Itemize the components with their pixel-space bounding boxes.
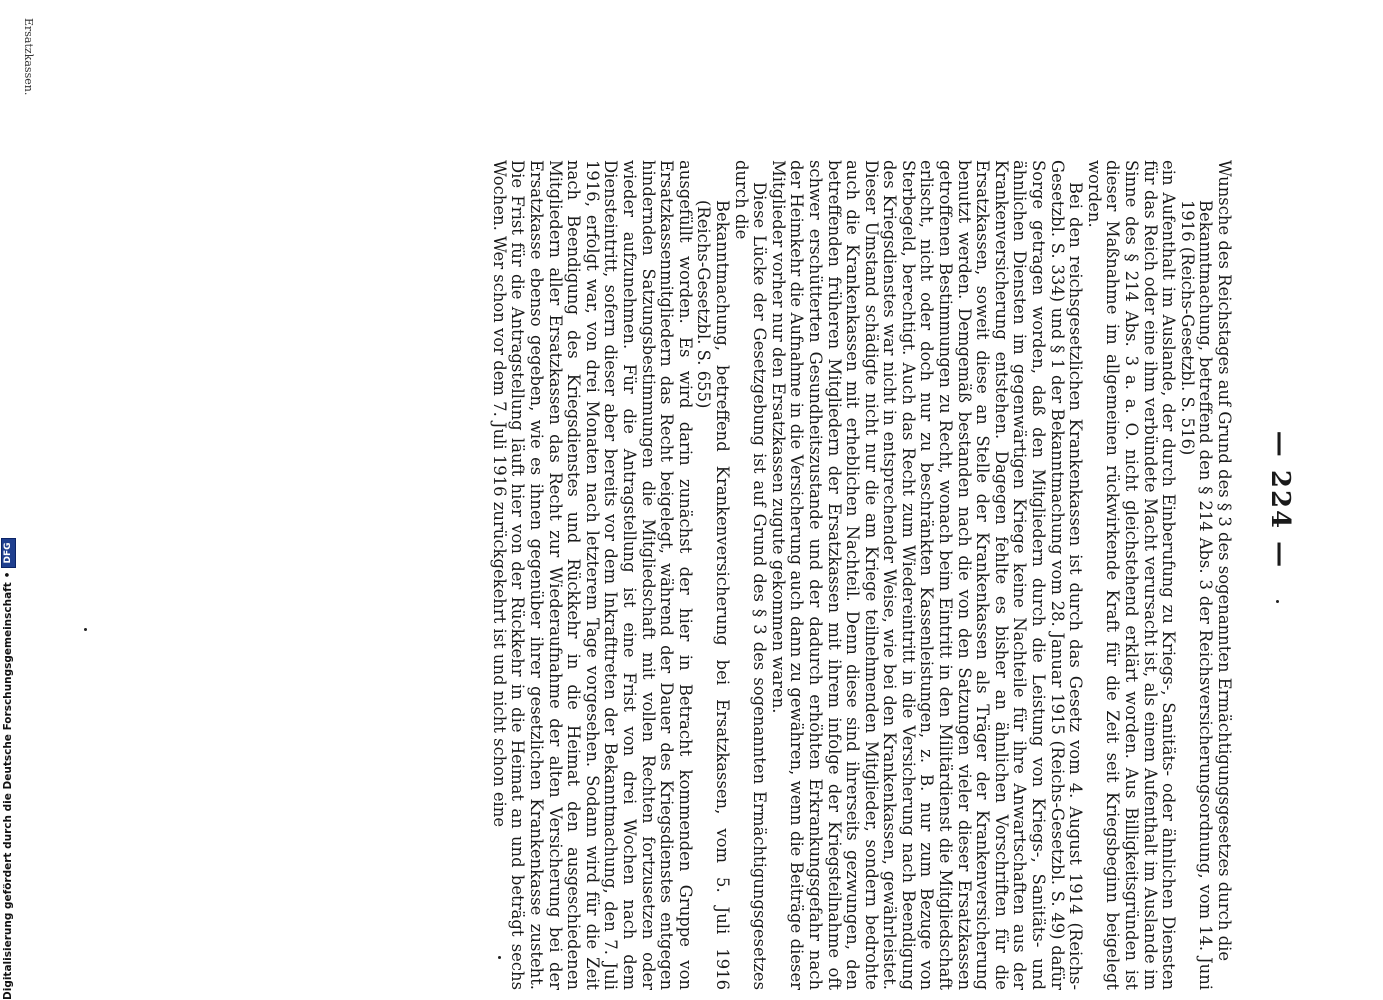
scan-speck: [1276, 600, 1279, 603]
scan-speck: [498, 956, 501, 959]
scan-speck: [84, 628, 87, 631]
credit-text: Digitalisierung gefördert durch die Deutsche Forschungsgemeinschaft: [2, 582, 14, 1000]
paragraph-krankenkassen: Bei den reichsgesetzlichen Krankenkassen ist durch das Gesetz vom 4. August 1914 (Reichs-Gesetzbl. S. 334) und § 1 der Bekanntmachung vom 28. Januar 1915 (Reichs-Gesetzbl. S. 49) dafür Sorge getragen worden, daß den Mitgliedern durch die Leistung von Kriegs-, Sanitäts- und ähnlichen Diensten im gegenwärtigen Kriege keine Nachteile für ihre Anwartschaften aus der Krankenversicherung entstehen. Dagegen fehlte es bisher an ähnlichen Vorschriften für die Ersatzkassen, soweit diese an Stelle der Krankenkassen als Träger der Krankenversicherung benutzt werden. Demgemäß bestanden nach die von den Satzungen vieler dieser Ersatzkassen getroffenen Bestimmungen zu Recht, wonach beim Eintritt in den Militärdienst die Mitgliedschaft erlischt, nicht oder doch nur zu beschränkten Kassenleistungen, z. B. nur zum Bezuge von Sterbegeld, berechtigt. Auch das Recht zum Wiedereintritt in die Versicherung nach Beendigung des Kriegsdienstes war nicht in entsprechender Weise, wie bei den Krankenkassen, gewährleistet. Dieser Umstand schädigte nicht nur die am Kriege teilnehmenden Mitglieder, sondern bedrohte auch die Krankenkassen mit erheblichen Nachteil. Denn diese sind ihrerseits gezwungen, den betreffenden früheren Mitgliedern der Ersatzkassen mit ihrem infolge der Kriegsteilnahme oft schwer erschütterten Gesundheitszustande und der dadurch erhöhten Erkrankungsgefahr nach der Heimkehr die Aufnahme in die Versicherung auch dann zu gewähren, wenn die Beiträge dieser Mitglieder vorher nur den Ersatzkassen zugute gekommen waren.: [768, 160, 1086, 990]
margin-note: Ersatzkassen.: [22, 18, 35, 96]
paragraph-intro: Wunsche des Reichstages auf Grund des § 3 des sogenannten Ermächtigungsgesetzes durch die: [1215, 160, 1234, 962]
document-body: [489, 160, 1233, 990]
paragraph-auslandsaufenthalt: ein Aufenthalt im Auslande, der durch Einberufung zu Kriegs-, Sanitäts- oder ähnlichen Diensten für das Reich oder eine ihm verbündete Macht verursacht ist, als einem Aufenthalt im Auslande im Sinne des § 214 Abs. 3 a. a. O. nicht gleichstehend erklärt worden. Aus Billigkeitsgründen ist dieser Maßnahme im allgemeinen rückwirkende Kraft für die Zeit seit Kriegsbeginn beigelegt worden.: [1084, 160, 1179, 990]
page-number: — 224 —: [1265, 430, 1295, 570]
citation-reichsversicherungsordnung: Bekanntmachung, betreffend den § 214 Abs. 3 der Reichsversicherungsordnung, vom 14. Juni 1916 (Reichs-Gesetzbl. S. 516): [1177, 200, 1216, 990]
rotated-document-page: [3, 0, 1383, 1000]
citation-ersatzkassen: Bekanntmachung, betreffend Krankenversicherung bei Ersatzkassen, vom 5. Juli 1916 (Reichs-Gesetzbl. S. 655): [694, 200, 732, 990]
dfg-logo: DFG: [1, 539, 16, 568]
digitization-credit: Digitalisierung gefördert durch die Deutsche Forschungsgemeinschaft • DFG: [0, 0, 16, 1000]
paragraph-luecke: Diese Lücke der Gesetzgebung ist auf Grund des § 3 des sogenannten Ermächtigungsgesetzes durch die: [731, 160, 770, 990]
paragraph-ausgefuellt: ausgefüllt worden. Es wird darin zunächst der hier in Betracht kommenden Gruppe von Ersatzkassenmitgliedern das Recht beigelegt, während der Dauer des Kriegsdienstes entgegen hindernden Satzungsbestimmungen die Mitgliedschaft mit vollen Rechten fortzusetzen oder wieder aufzunehmen. Für die Antragstellung ist eine Frist von drei Wochen nach dem Diensteintritt, sofern dieser aber bereits vor dem Inkrafttreten der Bekanntmachung, den 7. Juli 1916, erfolgt war, von drei Monaten nach letzterem Tage vorgesehen. Sodann wird für die Zeit nach Beendigung des Kriegsdienstes und Rückkehr in die Heimat den ausgeschiedenen Mitgliedern aller Ersatzkassen das Recht zur Wiederaufnahme der alten Versicherung bei der Ersatzkasse ebenso gegeben, wie es ihnen gegenüber ihrer gesetzlichen Krankenkasse zusteht. Die Frist für die Antragstellung läuft hier von der Rückkehr in die Heimat an und beträgt sechs Wochen. Wer schon vor dem 7. Juli 1916 zurückgekehrt ist und nicht schon eine: [489, 160, 695, 990]
